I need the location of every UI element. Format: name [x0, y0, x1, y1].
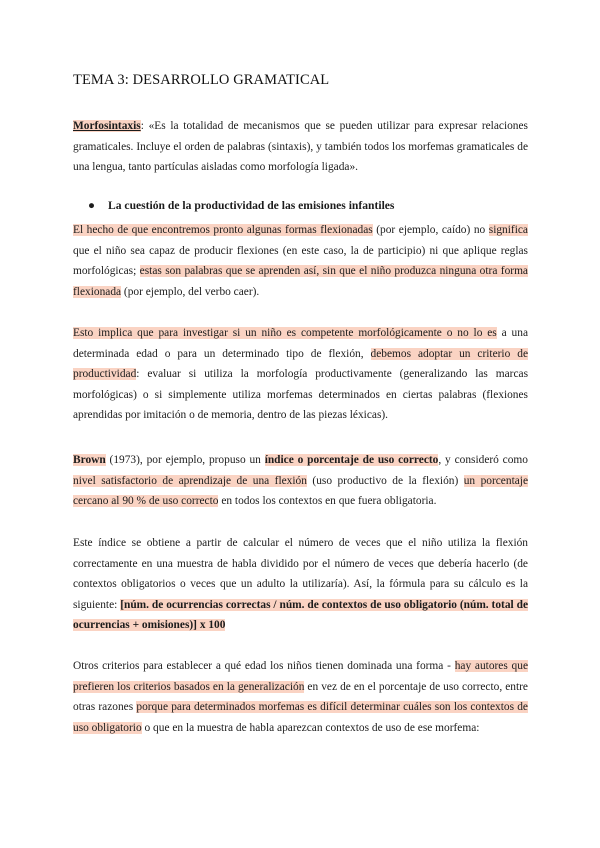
text-run: Este índice se obtiene a partir de calcular el número de veces que el niño utiliza la flexión correctamente en una muestra de habla dividido por el número de veces que debería hacerlo (de contextos obligatorios o veces que un adulto la utilizaría). Así, la fórmula para su cálculo es la siguiente: [73, 537, 528, 611]
highlight: un porcentaje cercano al 90 % de uso correcto [73, 474, 529, 508]
text-run: , y consideró como [438, 454, 528, 466]
text-run: a una determinada edad o para un determinado tipo de flexión, [73, 327, 528, 360]
text-run: que el niño sea capaz de producir flexiones (en este caso, la de participio) ni que aplique reglas morfológicas; [73, 244, 528, 278]
text-run: Otros criterios para establecer a qué edad los niños tienen dominada una forma - [73, 660, 455, 672]
highlight: nivel satisfactorio de aprendizaje de una flexión [73, 474, 307, 487]
highlight: estas son palabras que se aprenden así, sin que el niño produzca ninguna otra forma flexionada [73, 265, 528, 298]
highlight: El hecho de que encontremos pronto algunas formas flexionadas [73, 224, 373, 236]
text-run: (por ejemplo, caído) no [372, 224, 489, 236]
bullet-icon: ● [88, 199, 96, 212]
section-heading-text: La cuestión de la productividad de las emisiones infantiles [108, 199, 395, 212]
text-run: en vez de en el porcentaje de uso correcto, entre otras razones [73, 680, 528, 714]
highlight: hay autores que prefieren los criterios basados en la generalización [73, 660, 529, 693]
text-run: (uso productivo de la flexión) [306, 474, 464, 487]
highlight: índice o porcentaje de uso correcto [264, 454, 439, 466]
definition-paragraph [73, 116, 528, 178]
paragraph-flexion [73, 220, 528, 302]
paragraph-brown [73, 450, 528, 512]
definition-text: : «Es la totalidad de mecanismos que se pueden utilizar para expresar relaciones gramaticales. Incluye el orden de palabras (sintaxis), y también todos los morfemas gramaticales de una lengua, tanto partículas aisladas como morfología ligada». [73, 120, 528, 174]
highlight-brown: Brown [73, 454, 106, 466]
text-run: : evaluar si utiliza la morfología productivamente (generalizando las marcas morfológicas) o si simplemente utiliza morfemas determinados en ciertas palabras (flexiones aprendidas por imitación o de memoria, dentro de las piezas léxicas). [73, 368, 528, 422]
highlight: significa [488, 224, 528, 236]
highlight: porque para determinados morfemas es difícil determinar cuáles son los contextos de uso obligatorio [73, 701, 528, 734]
page-title: TEMA 3: DESARROLLO GRAMATICAL [73, 72, 330, 88]
formula: [núm. de ocurrencias correctas / núm. de contextos de uso obligatorio (núm. total de ocurrencias + omisiones)] x 100 [73, 598, 528, 632]
text-run: (1973), por ejemplo, propuso un [105, 454, 265, 466]
highlight: Esto implica que para investigar si un niño es competente morfológicamente o no lo es [73, 327, 497, 339]
text-run: en todos los contextos en que fuera obligatoria. [218, 495, 437, 508]
text-run: (por ejemplo, del verbo caer). [121, 285, 260, 298]
paragraph-formula [73, 533, 528, 636]
highlight: debemos adoptar un criterio de productividad [73, 347, 528, 381]
term-morfosintaxis: Morfosintaxis [73, 120, 141, 132]
paragraph-productividad [73, 323, 528, 426]
text-run: o que en la muestra de habla aparezcan contextos de uso de ese morfema: [141, 721, 480, 734]
paragraph-criterios [73, 656, 528, 738]
section-heading [88, 199, 528, 212]
